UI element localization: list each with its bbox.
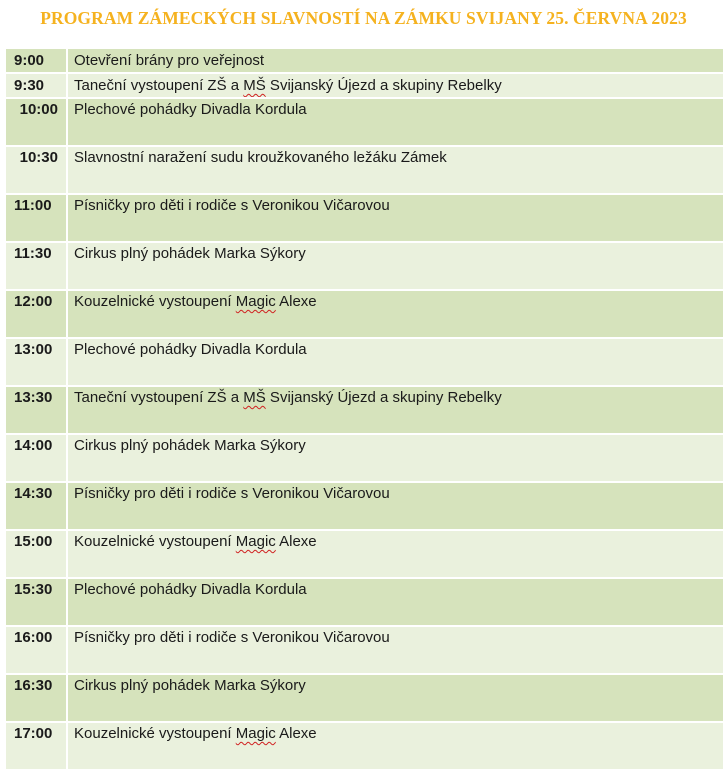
event-cell — [67, 482, 724, 530]
event-text: Cirkus plný pohádek Marka Sýkory — [74, 245, 306, 262]
table-row — [5, 338, 724, 386]
table-row — [5, 290, 724, 338]
event-text: Kouzelnické vystoupení — [74, 725, 236, 742]
event-text: Kouzelnické vystoupení — [74, 533, 236, 550]
page-title: PROGRAM ZÁMECKÝCH SLAVNOSTÍ NA ZÁMKU SVIJANY 25. ČERVNA 2023 — [40, 8, 687, 28]
event-text: Taneční vystoupení ZŠ a — [74, 77, 244, 94]
event-cell — [67, 146, 724, 194]
event-cell — [67, 386, 724, 434]
table-row — [5, 578, 724, 626]
table-row — [5, 626, 724, 674]
event-text: Taneční vystoupení ZŠ a — [74, 389, 244, 406]
event-cell — [67, 73, 724, 98]
event-cell — [67, 338, 724, 386]
time-cell: 14:00 — [5, 434, 67, 482]
table-row — [5, 242, 724, 290]
table-row — [5, 722, 724, 770]
time-cell: 15:30 — [5, 578, 67, 626]
event-cell — [67, 722, 724, 770]
program-body — [5, 48, 724, 770]
time-cell: 9:00 — [5, 48, 67, 73]
time-cell: 15:00 — [5, 530, 67, 578]
event-cell — [67, 626, 724, 674]
event-text: Kouzelnické vystoupení — [74, 293, 236, 310]
spellcheck-word: MŠ — [243, 389, 266, 406]
event-cell — [67, 242, 724, 290]
event-cell — [67, 674, 724, 722]
time-cell: 10:00 — [5, 98, 67, 146]
event-cell — [67, 194, 724, 242]
event-text: Svijanský Újezd a skupiny Rebelky — [265, 77, 502, 94]
event-text: Cirkus plný pohádek Marka Sýkory — [74, 677, 306, 694]
spellcheck-word: Magic — [235, 533, 276, 550]
event-text: Slavnostní naražení sudu kroužkovaného ležáku Zámek — [74, 149, 447, 166]
table-row — [5, 530, 724, 578]
event-text: Alexe — [275, 293, 317, 310]
table-row — [5, 194, 724, 242]
event-text: Plechové pohádky Divadla Kordula — [74, 341, 307, 358]
event-text: Písničky pro děti i rodiče s Veronikou Vičarovou — [74, 197, 390, 214]
event-text: Alexe — [275, 533, 317, 550]
time-cell: 11:30 — [5, 242, 67, 290]
event-cell — [67, 434, 724, 482]
spellcheck-word: MŠ — [243, 77, 266, 94]
program-table — [4, 47, 725, 771]
event-text: Svijanský Újezd a skupiny Rebelky — [265, 389, 502, 406]
time-cell: 17:00 — [5, 722, 67, 770]
event-text: Plechové pohádky Divadla Kordula — [74, 581, 307, 598]
event-cell — [67, 578, 724, 626]
event-cell — [67, 290, 724, 338]
event-cell — [67, 48, 724, 73]
event-text: Plechové pohádky Divadla Kordula — [74, 101, 307, 118]
event-text: Písničky pro děti i rodiče s Veronikou Vičarovou — [74, 485, 390, 502]
event-cell — [67, 98, 724, 146]
table-row — [5, 73, 724, 98]
time-cell: 13:00 — [5, 338, 67, 386]
spellcheck-word: Magic — [235, 725, 276, 742]
time-cell: 13:30 — [5, 386, 67, 434]
table-row — [5, 146, 724, 194]
event-text: Alexe — [275, 725, 317, 742]
table-row — [5, 48, 724, 73]
time-cell: 14:30 — [5, 482, 67, 530]
table-row — [5, 674, 724, 722]
event-text: Cirkus plný pohádek Marka Sýkory — [74, 437, 306, 454]
event-text: Písničky pro děti i rodiče s Veronikou Vičarovou — [74, 629, 390, 646]
event-text: Otevření brány pro veřejnost — [74, 52, 265, 69]
time-cell: 16:00 — [5, 626, 67, 674]
time-cell: 16:30 — [5, 674, 67, 722]
table-row — [5, 434, 724, 482]
time-cell: 9:30 — [5, 73, 67, 98]
table-row — [5, 386, 724, 434]
time-cell: 12:00 — [5, 290, 67, 338]
event-cell — [67, 530, 724, 578]
table-row — [5, 98, 724, 146]
spellcheck-word: Magic — [235, 293, 276, 310]
time-cell: 11:00 — [5, 194, 67, 242]
time-cell: 10:30 — [5, 146, 67, 194]
table-row — [5, 482, 724, 530]
